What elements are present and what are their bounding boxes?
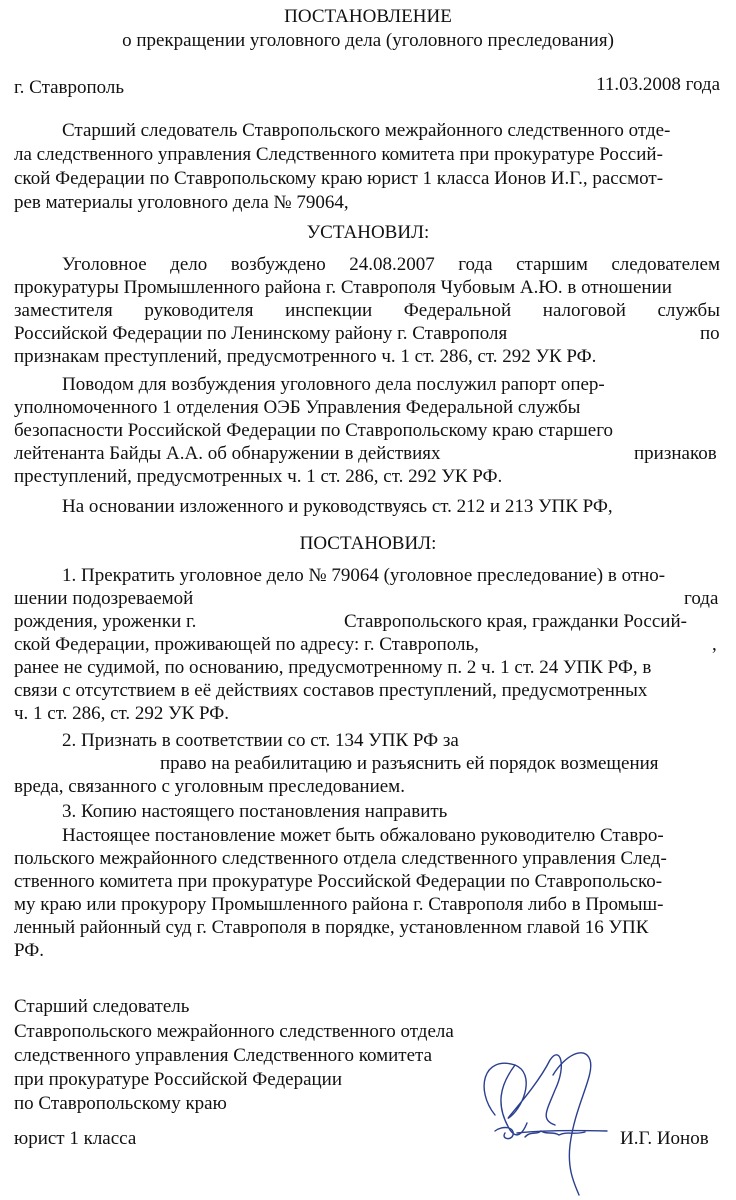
word: 24.08.2007 [349,254,435,275]
handwritten-signature [455,1035,615,1200]
signature-block-line: Ставропольского межрайонного следственного отдела [14,1021,454,1042]
established-line: безопасности Российской Федерации по Ставропольскому краю старшего [14,420,614,441]
intro-line: ла следственного управления Следственного комитета при прокуратуре Россий- [14,144,663,165]
item1-line: рождения, уроженки г. [14,611,197,632]
document-date: 11.03.2008 года [596,74,720,95]
signature-block-line: Старший следователь [14,996,190,1017]
document-subtitle: о прекращении уголовного дела (уголовного преследования) [122,30,614,51]
word: следователем [611,254,720,275]
item3-line: 3. Копию настоящего постановления направить [62,801,448,822]
signature-block-line: при прокуратуре Российской Федерации [14,1069,343,1090]
heading-established: УСТАНОВИЛ: [306,222,430,243]
signature-block-line: следственного управления Следственного комитета [14,1045,432,1066]
established-line: признакам преступлений, предусмотренного ч. 1 ст. 286, ст. 292 УК РФ. [14,346,597,367]
word: старшим [516,254,588,275]
established-line: прокуратуры Промышленного района г. Ставрополя Чубовым А.Ю. в отношении [14,277,672,298]
item2-line: право на реабилитацию и разъяснить ей порядок возмещения [160,753,659,774]
item1-line-end: , [712,634,717,655]
item1-line: ч. 1 ст. 286, ст. 292 УК РФ. [14,703,230,724]
item1-line: ской Федерации, проживающей по адресу: г. Ставрополь, [14,634,479,655]
appeal-line: Настоящее постановление может быть обжаловано руководителю Ставро- [62,825,664,846]
intro-line: ской Федерации по Ставропольскому краю юрист 1 класса Ионов И.Г., рассмот- [14,168,664,189]
appeal-line: му краю или прокурору Промышленного района г. Ставрополя либо в Промыш- [14,894,664,915]
appeal-line: РФ. [14,940,45,961]
word: Федеральной [403,300,512,321]
word: руководителя [144,300,254,321]
word: дело [170,254,208,275]
item1-line: 1. Прекратить уголовное дело № 79064 (уголовное преследование) в отно- [62,565,666,586]
intro-line: рев материалы уголовного дела № 79064, [14,192,349,213]
appeal-line: ственного комитета при прокуратуре Российской Федерации по Ставропольско- [14,871,663,892]
item1-line-end: Ставропольского края, гражданки Россий- [344,611,687,632]
intro-line: Старший следователь Ставропольского межрайонного следственного отде- [62,120,671,141]
item1-line: связи с отсутствием в её действиях составов преступлений, предусмотренных [14,680,648,701]
word: возбуждено [230,254,326,275]
signer-name: И.Г. Ионов [620,1128,709,1149]
item1-line: ранее не судимой, по основанию, предусмотренному п. 2 ч. 1 ст. 24 УПК РФ, в [14,657,652,678]
signature-block-line: по Ставропольскому краю [14,1093,227,1114]
city: г. Ставрополь [14,77,125,98]
word: года [458,254,493,275]
established-line-end: признаков [634,443,717,464]
heading-resolved: ПОСТАНОВИЛ: [299,533,437,554]
established-line: Поводом для возбуждения уголовного дела послужил рапорт опер- [62,374,605,395]
established-line: Российской Федерации по Ленинскому району г. Ставрополя [14,323,508,344]
appeal-line: ленный районный суд г. Ставрополя в порядке, установленном главой 16 УПК [14,917,649,938]
word: заместителя [14,300,113,321]
established-line: преступлений, предусмотренных ч. 1 ст. 286, ст. 292 УК РФ. [14,466,503,487]
established-line [14,300,720,322]
word: службы [657,300,720,321]
word: налоговой [542,300,626,321]
item2-line: 2. Признать в соответствии со ст. 134 УПК РФ за [62,730,459,751]
appeal-line: польского межрайонного следственного отдела следственного управления След- [14,848,667,869]
established-line: лейтенанта Байды А.А. об обнаружении в действиях [14,443,441,464]
item1-line-end: года [684,588,719,609]
established-line: уполномоченного 1 отделения ОЭБ Управления Федеральной службы [14,397,581,418]
item2-line: вреда, связанного с уголовным преследованием. [14,776,405,797]
established-line-end: по [700,323,720,344]
word: Уголовное [62,254,147,275]
document-title: ПОСТАНОВЛЕНИЕ [284,6,452,27]
established-basis: На основании изложенного и руководствуясь ст. 212 и 213 УПК РФ, [62,496,613,517]
signer-rank: юрист 1 класса [14,1128,137,1149]
item1-line: шении подозреваемой [14,588,194,609]
word: инспекции [285,300,373,321]
established-line [62,254,720,276]
